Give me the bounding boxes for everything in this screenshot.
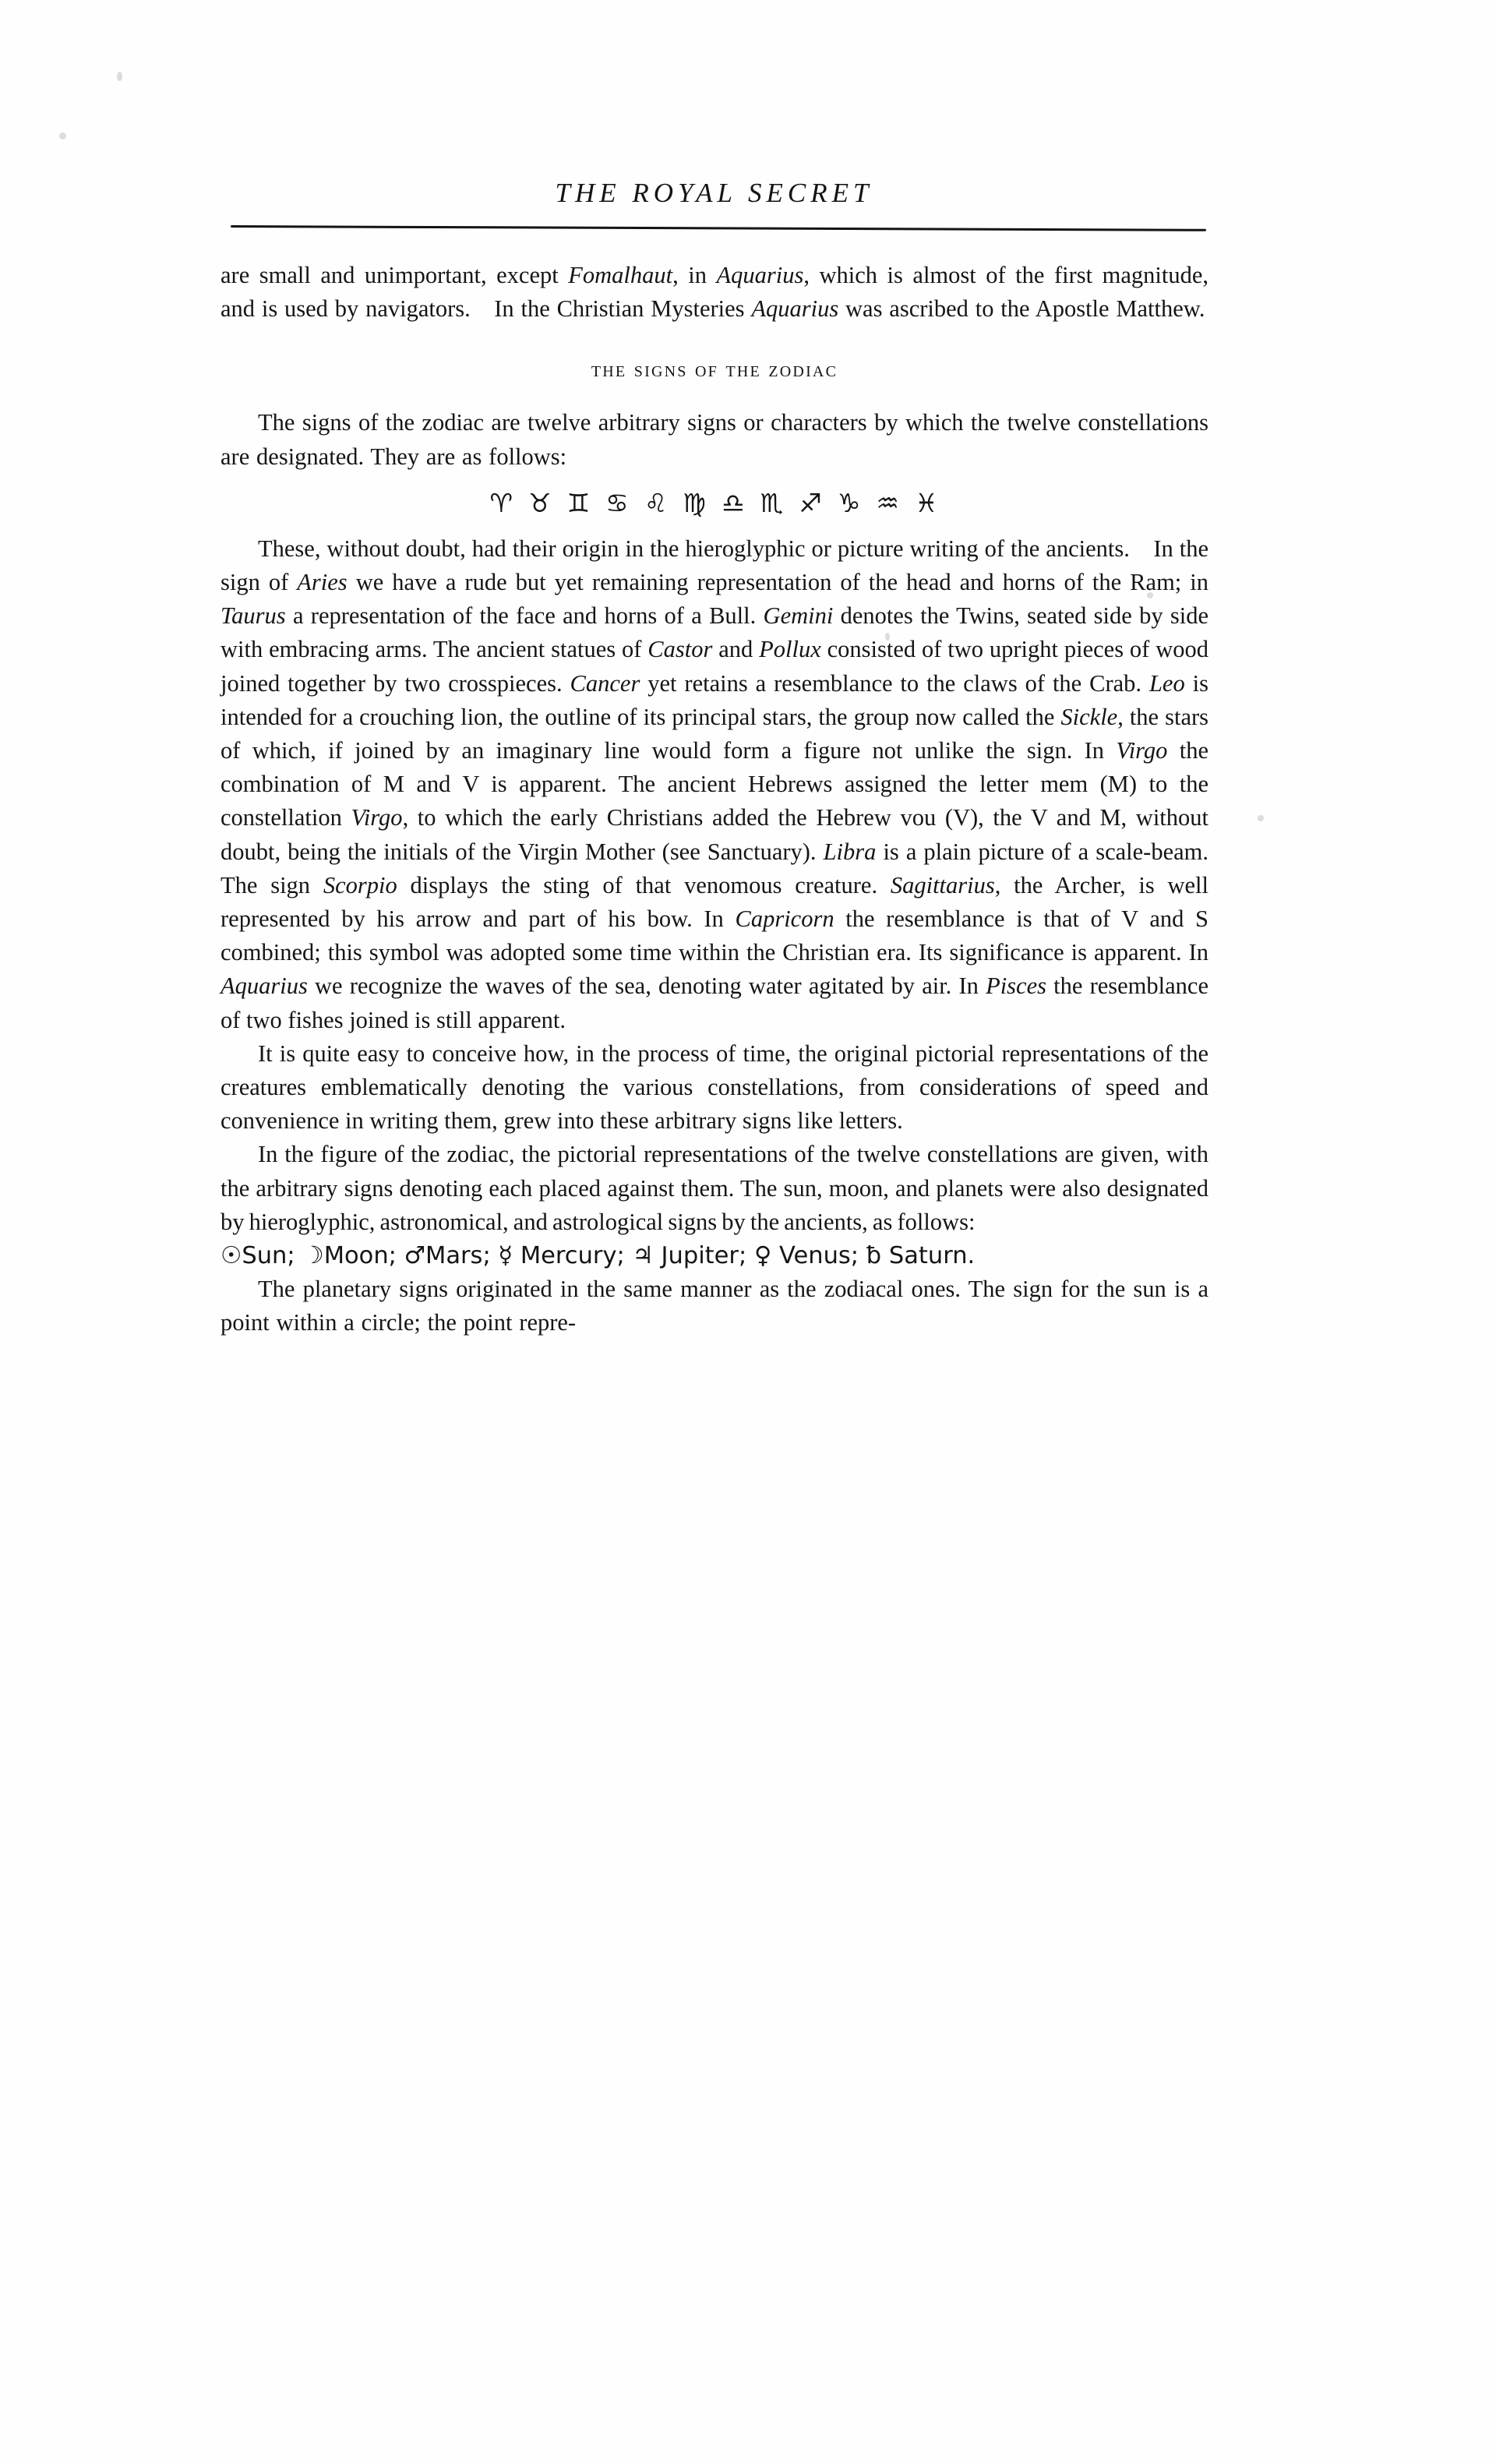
term-pollux: Pollux	[759, 636, 821, 663]
main-seg-7: consisted of two upright pieces of wood joined together by two crosspieces.	[221, 636, 1208, 697]
term-virgo: Virgo	[1116, 737, 1168, 764]
main-seg-2: In the sign of	[221, 535, 1208, 596]
zodiac-symbol-row	[221, 488, 1208, 518]
header-rule	[231, 225, 1206, 231]
term-virgo: Virgo	[351, 804, 403, 831]
paragraph-intro: The signs of the zodiac are twelve arbitrary signs or characters by which the twelve constellations are designated. They are as follows:	[221, 409, 1208, 470]
sun-symbol: ☉	[221, 1242, 242, 1270]
main-seg-9: is intended for a crouching lion, the outline of its principal stars, the group now called the	[221, 669, 1208, 730]
main-seg-5: denotes the Twins, seated side by side with embracing arms. The ancient statues of	[221, 602, 1208, 663]
sagittarius-symbol: ♐	[799, 487, 824, 518]
paragraph-conceive: It is quite easy to conceive how, in the process of time, the original pictorial representations of the creatures emblematically denoting the various constellations, from considerations of speed and convenience in writing them, grew into these arbitrary signs like letters.	[221, 1040, 1208, 1135]
term-aquarius: Aquarius	[751, 295, 839, 323]
main-seg-15: , the Archer, is well represented by his arrow and part of his bow. In	[221, 871, 1208, 933]
venus-label: Venus	[771, 1242, 851, 1270]
term-aquarius: Aquarius	[221, 973, 308, 1000]
separator: ;	[388, 1242, 404, 1270]
term-taurus: Taurus	[221, 602, 286, 630]
section-heading: the signs of the zodiac	[591, 357, 838, 383]
jupiter-symbol: ♃	[632, 1242, 654, 1270]
term-leo: Leo	[1148, 669, 1185, 697]
main-seg-17: we recognize the waves of the sea, denoting water agitated by air. In	[307, 973, 986, 1000]
paragraph-figure: In the figure of the zodiac, the pictorial representations of the twelve constellations are given, with the arbitrary signs denoting each placed against them. The sun, moon, and planets were also designated by hieroglyphic, astronomical, and astrological signs by the ancients, as follows:	[221, 1141, 1208, 1235]
venus-symbol: ♀	[753, 1242, 772, 1270]
main-seg-18: the resemblance of two fishes joined is still apparent.	[221, 973, 1208, 1033]
term-gemini: Gemini	[763, 602, 834, 630]
paragraph-last: The planetary signs originated in the same manner as the zodiacal ones. The sign for the sun is a point within a circle; the point repre-	[221, 1276, 1208, 1336]
moon-symbol: ☽	[302, 1242, 324, 1270]
pisces-symbol: ♓	[914, 487, 940, 518]
separator: ;	[482, 1242, 499, 1270]
aquarius-symbol: ♒	[876, 487, 901, 518]
separator: ;	[850, 1242, 866, 1270]
main-seg-11: the combination of M and V is apparent. The ancient Hebrews assigned the letter mem (M) to the constellation	[221, 737, 1208, 831]
mercury-label: Mercury	[513, 1242, 617, 1270]
main-seg-1: These, without doubt, had their origin in the hieroglyphic or picture writing of the ancients.	[258, 535, 1130, 562]
main-seg-10: , the stars of which, if joined by an imaginary line would form a figure not unlike the sign. In	[221, 703, 1209, 764]
main-seg-12: , to which the early Christians added the Hebrew vou (V), the V and M, without doubt, being the initials of the Virgin Mother (see Sanctuary).	[221, 804, 1208, 865]
term-capricorn: Capricorn	[735, 905, 834, 933]
moon-label: Moon	[323, 1242, 389, 1270]
paragraph-continued: are small and unimportant, except Fomalhaut, in Aquarius, which is almost of the first magnitude, and is used by navigators. In the Christian Mysteries Aquarius was ascribed to the Apostle Matthew.	[221, 262, 1208, 323]
scan-speck	[59, 132, 66, 139]
term-sagittarius: Sagittarius	[890, 871, 995, 898]
capricorn-symbol: ♑	[837, 487, 863, 518]
separator: .	[967, 1242, 976, 1270]
page-title: THE ROYAL SECRET	[555, 178, 873, 208]
text-column	[221, 259, 1208, 1340]
main-seg-3: we have a rude but yet remaining representation of the head and horns of the Ram; in	[347, 569, 1209, 596]
term-sickle: Sickle	[1060, 703, 1118, 730]
sun-label: Sun	[242, 1242, 288, 1270]
term-scorpio: Scorpio	[323, 871, 397, 898]
scan-speck	[117, 72, 122, 81]
term-aries: Aries	[297, 569, 348, 596]
term-cancer: Cancer	[570, 669, 640, 697]
paragraph-main	[221, 532, 1208, 1037]
virgo-symbol: ♍	[683, 487, 707, 518]
main-seg-16: the resemblance is that of V and S combined; this symbol was adopted some time within the Christian era. Its significance is apparent. In	[221, 905, 1208, 966]
main-seg-8: yet retains a resemblance to the claws of the Crab.	[640, 669, 1149, 697]
main-seg-6: and	[712, 636, 760, 663]
term-libra: Libra	[823, 838, 877, 865]
saturn-symbol: ƀ	[866, 1242, 882, 1270]
scorpio-symbol: ♏	[760, 487, 785, 518]
separator: ;	[287, 1242, 303, 1270]
term-fomalhaut: Fomalhaut	[568, 262, 673, 288]
gemini-symbol: ♊	[566, 487, 592, 518]
scan-speck	[1258, 815, 1264, 821]
running-head	[221, 178, 1208, 209]
cancer-symbol: ♋	[605, 487, 630, 518]
jupiter-label: Jupiter	[653, 1242, 739, 1270]
leo-symbol: ♌	[644, 487, 669, 518]
mars-label: Mars	[425, 1242, 483, 1270]
term-aquarius: Aquarius	[716, 262, 804, 288]
saturn-label: Saturn	[881, 1242, 968, 1270]
mars-symbol: ♂	[404, 1242, 425, 1270]
taurus-symbol: ♉	[528, 487, 553, 518]
main-seg-14: displays the sting of that venomous creature.	[397, 871, 891, 898]
planetary-signs-line	[221, 1239, 1208, 1273]
main-seg-4: a representation of the face and horns of a Bull.	[285, 602, 764, 630]
aries-symbol: ♈	[489, 487, 515, 518]
main-seg-13: is a plain picture of a scale-beam. The sign	[221, 838, 1208, 898]
mercury-symbol: ☿	[498, 1242, 513, 1270]
separator: ;	[616, 1242, 633, 1270]
term-pisces: Pisces	[986, 973, 1046, 1000]
libra-symbol: ♎	[722, 487, 746, 518]
separator: ;	[738, 1242, 754, 1270]
term-castor: Castor	[647, 636, 713, 663]
